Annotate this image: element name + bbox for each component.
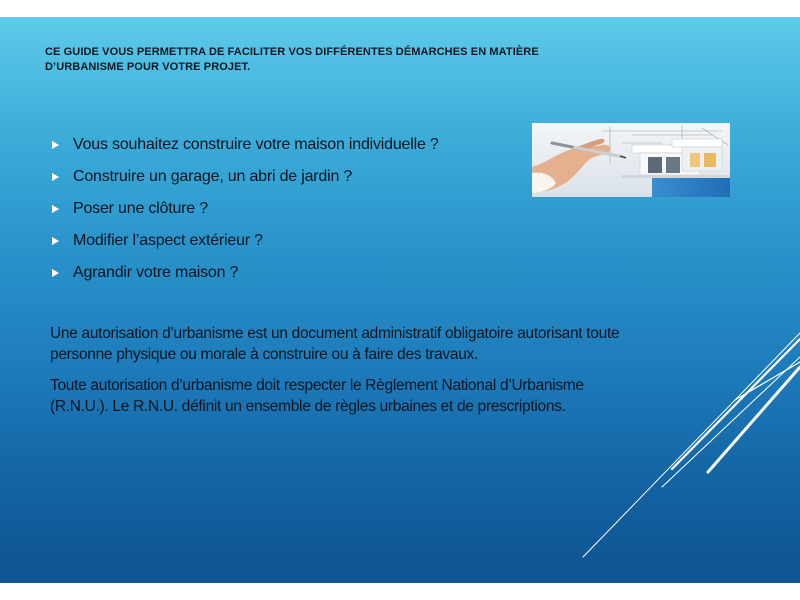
decorative-lines (0, 17, 800, 583)
bullet-item (52, 225, 439, 257)
bullet-text: Vous souhaitez construire votre maison individuelle ? (73, 136, 439, 153)
triangle-bullet-icon (52, 269, 59, 277)
bullet-item (52, 161, 439, 193)
bullet-text: Construire un garage, un abri de jardin ? (73, 168, 353, 185)
bullet-text: Agrandir votre maison ? (73, 264, 239, 281)
definition-paragraph: Une autorisation d’urbanisme est un document administratif obligatoire autorisant toute personne physique ou morale à construire ou à faire des travaux. (50, 325, 620, 363)
triangle-bullet-icon (52, 237, 59, 245)
triangle-bullet-icon (52, 141, 59, 149)
deco-line (708, 367, 800, 472)
deco-line (662, 357, 800, 487)
deco-line (735, 362, 800, 400)
house-sketch-photo (532, 123, 730, 197)
bullet-item (52, 257, 439, 289)
deco-line (672, 339, 800, 469)
bullet-text: Poser une clôture ? (73, 200, 208, 217)
bullet-item (52, 129, 439, 161)
triangle-bullet-icon (52, 205, 59, 213)
bullet-list (52, 129, 439, 289)
deco-line (583, 333, 800, 557)
rnu-paragraph: Toute autorisation d’urbanisme doit respecter le Règlement National d’Urbanisme (R.N.U.). Le R.N.U. définit un ensemble de règles urbaines et de prescriptions. (50, 377, 584, 415)
slide-title: CE GUIDE VOUS PERMETTRA DE FACILITER VOS DIFFÉRENTES DÉMARCHES EN MATIÈRE D’URBANISME POUR VOTRE PROJET. (45, 46, 539, 73)
bullet-text: Modifier l’aspect extérieur ? (73, 232, 263, 249)
bullet-item (52, 193, 439, 225)
slide (0, 17, 800, 583)
triangle-bullet-icon (52, 173, 59, 181)
